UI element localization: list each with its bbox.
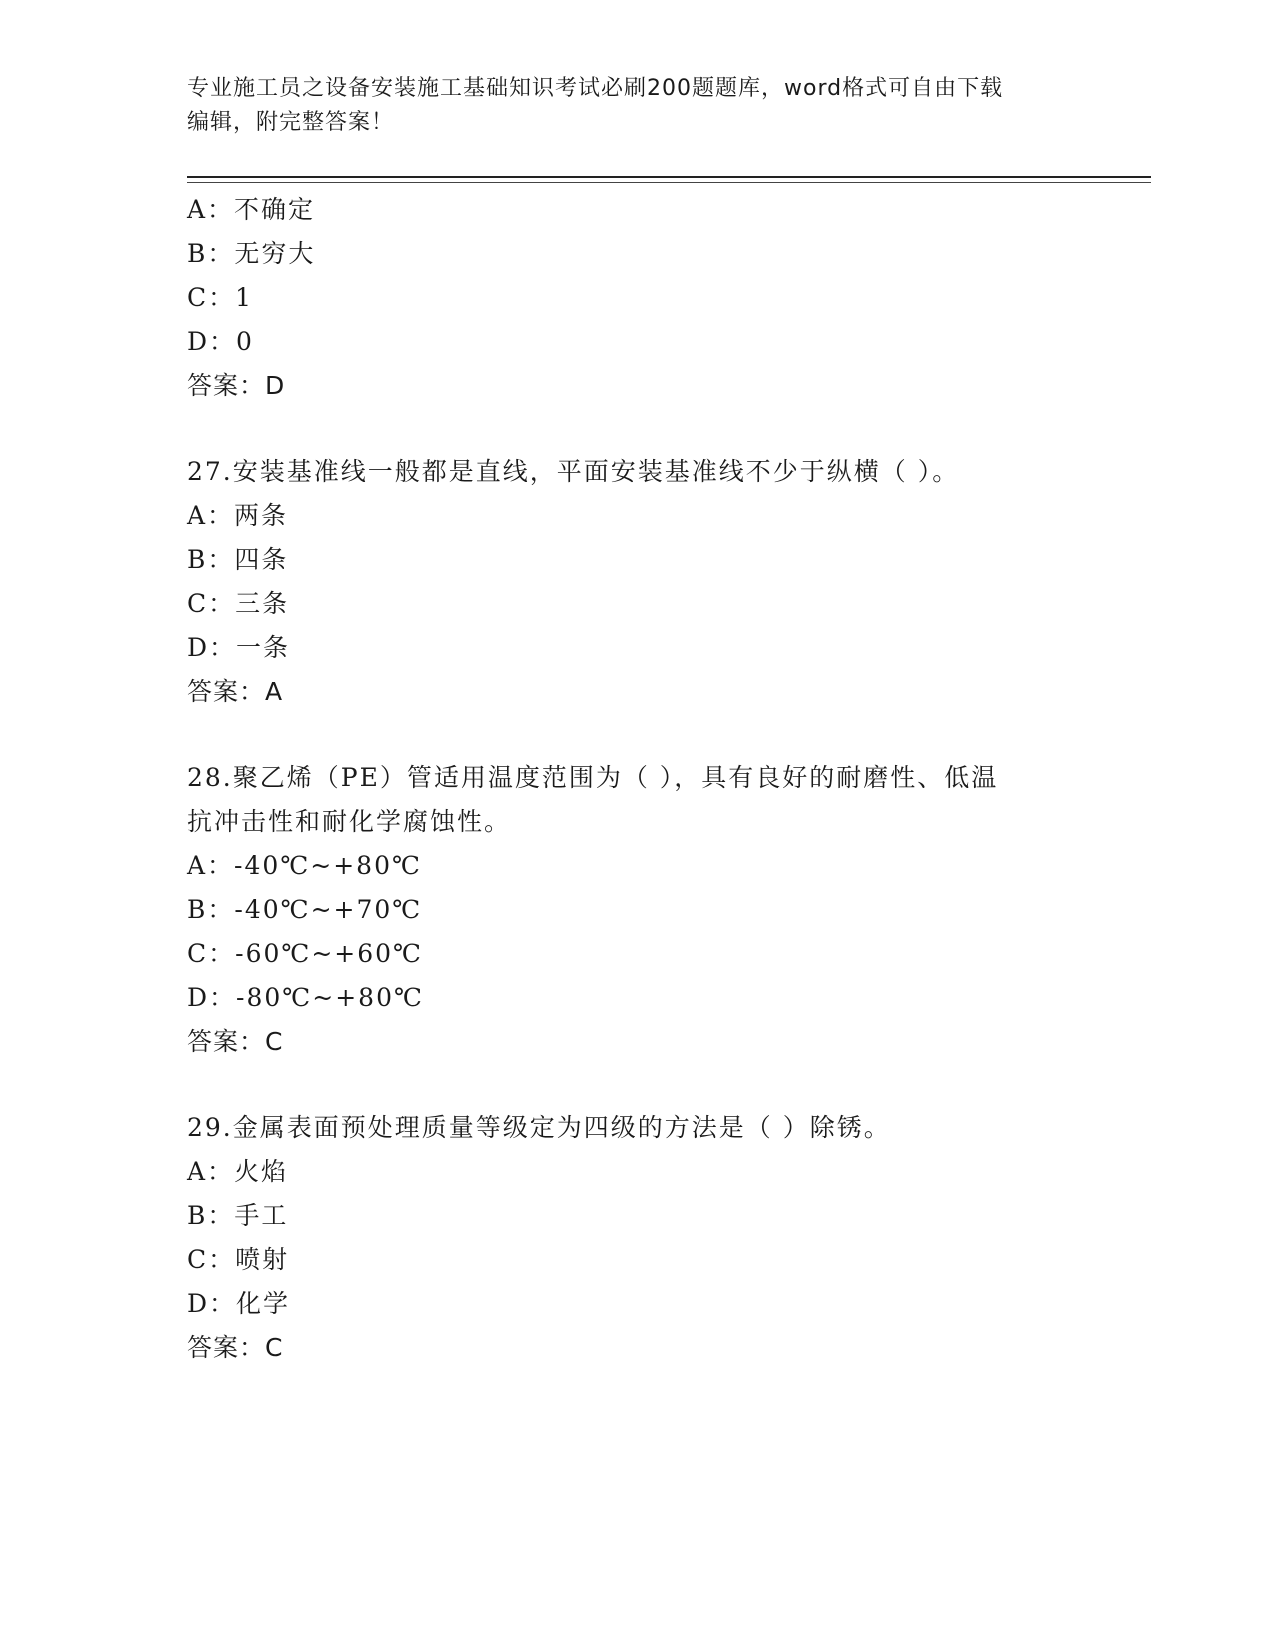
q28-question-line-1: 28.聚乙烯（PE）管适用温度范围为（ ），具有良好的耐磨性、低温 (187, 763, 999, 792)
q28-question-line-2: 抗冲击性和耐化学腐蚀性。 (187, 807, 512, 836)
q26-answer: 答案：D (187, 371, 286, 400)
q28-option-d: D：-80℃~+80℃ (187, 983, 424, 1012)
q27-option-b: B：四条 (187, 545, 289, 574)
q29-answer: 答案：C (187, 1333, 284, 1362)
q26-option-b: B：无穷大 (187, 239, 316, 268)
q28-option-b: B：-40℃~+70℃ (187, 895, 423, 924)
header-divider-thick (187, 176, 1151, 178)
q27-option-a: A：两条 (187, 501, 289, 530)
q26-option-d: D：0 (187, 327, 254, 356)
header-divider-thin (187, 182, 1151, 183)
header-line-2: 编辑，附完整答案！ (187, 110, 395, 135)
q29-option-b: B：手工 (187, 1201, 289, 1230)
header-line-1: 专业施工员之设备安装施工基础知识考试必刷200题题库，word格式可自由下载 (187, 76, 1004, 101)
q27-answer: 答案：A (187, 677, 284, 706)
q29-question: 29.金属表面预处理质量等级定为四级的方法是（ ）除锈。 (187, 1113, 891, 1142)
q28-option-a: A：-40℃~+80℃ (187, 851, 422, 880)
q27-option-d: D：一条 (187, 633, 291, 662)
q27-question: 27.安装基准线一般都是直线，平面安装基准线不少于纵横（ ）。 (187, 457, 960, 486)
q27-option-c: C：三条 (187, 589, 290, 618)
document-header (187, 72, 1087, 140)
q28-answer: 答案：C (187, 1027, 284, 1056)
q29-option-d: D：化学 (187, 1289, 291, 1318)
q26-option-c: C：1 (187, 283, 254, 312)
q29-option-c: C：喷射 (187, 1245, 290, 1274)
q29-option-a: A：火焰 (187, 1157, 289, 1186)
q28-option-c: C：-60℃~+60℃ (187, 939, 424, 968)
q26-option-a: A：不确定 (187, 195, 316, 224)
